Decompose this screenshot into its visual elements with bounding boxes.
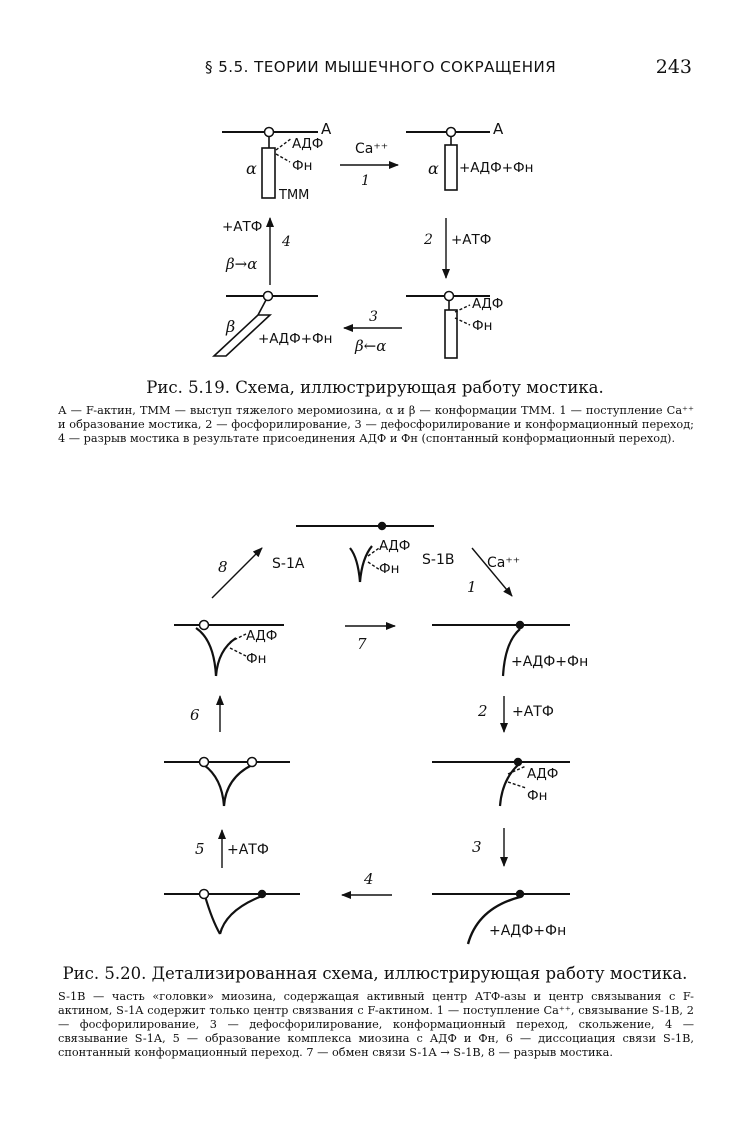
label-alpha-tr: α [428,159,439,178]
label-ca: Ca⁺⁺ [355,141,389,157]
label-adp-br: АДФ [472,296,504,312]
label-adp-r2r: АДФ [527,766,559,782]
s1a-site-r2l-a [200,758,209,767]
label-phosphate-r2r: Фн [527,788,548,804]
label-plus-atp-r2r: +АТФ [512,704,554,720]
label-adp-top: АДФ [379,538,411,554]
running-head [0,58,750,82]
label-step-7: 7 [357,635,367,653]
label-step-2: 2 [424,232,433,248]
figure-5-20-caption-title: Рис. 5.20. Детализированная схема, иллюстрирующая работу мостика. [62,964,688,983]
label-actin-tr: A [493,120,504,138]
s1b-site-r1r [516,621,524,629]
running-title: § 5.5. ТЕОРИИ МЫШЕЧНОГО СОКРАЩЕНИЯ [205,58,557,76]
label-plus-atp-left: +АТФ [222,219,263,235]
page-number: 243 [655,56,692,78]
actin-site-br [445,292,454,301]
figure-5-19-diagram [0,110,750,370]
label-step-6: 6 [190,706,200,724]
label-phosphate-r1l: Фн [246,651,267,667]
actin-site-tr [447,128,456,137]
s1b-site-r2r [514,758,522,766]
label-s1a: S-1A [272,556,305,572]
label-beta-from-alpha: β←α [355,337,387,355]
label-step-5: 5 [195,840,205,858]
s1b-site-r3l [258,890,266,898]
label-step-4: 4 [364,870,374,888]
s1a-site-r3l [200,890,209,899]
s1a-site-r1l [200,621,209,630]
label-phosphate-tl: Фн [292,158,313,174]
label-ca: Ca⁺⁺ [487,555,521,571]
label-step-1: 1 [361,173,370,189]
label-step-4: 4 [282,234,291,250]
label-plus-adp-phosphate-bl: +АДФ+Фн [258,331,333,347]
label-plus-atp-r3l: +АТФ [227,842,269,858]
label-phosphate-top: Фн [379,561,400,577]
label-plus-atp-right: +АТФ [451,232,492,248]
label-step-1: 1 [467,578,477,596]
figure-5-20-caption-body: S-1B — часть «головки» миозина, содержащая активный центр АТФ-азы и центр связывания с F-актином, S-1A содержит только центр связвания с F-актином. 1 — поступление Ca⁺⁺, связывание S-1B, 2 — фосфорилирование, 3 — дефосфорилирование, конформационный переход, скольжение, 4 — связывание S-1A, 5 — образование комплекса миозина с АДФ и Фн, 6 — диссоциация связи S-1B, спонтанный конформационный переход. 7 — обмен связи S-1A → S-1B, 8 — разрыв мостика. [58,990,694,1059]
s1b-site-top [378,522,386,530]
figure-5-19-caption-body: А — F-актин, ТММ — выступ тяжелого меромиозина, α и β — конформации ТММ. 1 — поступление Ca⁺⁺ и образование мостика, 2 — фосфорилирование, 3 — дефосфорилирование и конформационный переход; 4 — разрыв мостика в результате присоединения АДФ и Фн (спонтанный конформационный переход). [58,404,694,445]
label-plus-adp-phosphate-r3r: +АДФ+Фн [489,923,567,939]
label-step-2: 2 [478,702,488,720]
label-beta-bl: β [226,317,236,336]
figure-5-19-caption-title: Рис. 5.19. Схема, иллюстрирующая работу мостика. [146,378,604,397]
label-adp-tl: АДФ [292,136,324,152]
label-tmm: ТММ [279,188,310,203]
label-alpha-tl: α [246,159,257,178]
actin-site-bl [264,292,273,301]
figure-5-20-diagram [0,510,750,960]
label-phosphate-br: Фн [472,318,493,334]
label-step-8: 8 [218,558,228,576]
actin-site-tl [265,128,274,137]
label-adp-r1l: АДФ [246,628,278,644]
s1b-site-r3r [516,890,524,898]
label-plus-adp-phosphate-r1r: +АДФ+Фн [511,654,589,670]
s1a-site-r2l-b [248,758,257,767]
label-step-3: 3 [369,309,378,325]
label-plus-adp-phosphate-tr: +АДФ+Фн [459,160,534,176]
label-beta-to-alpha: β→α [226,255,258,273]
label-step-3: 3 [472,838,482,856]
label-s1b: S-1B [422,552,455,568]
label-actin-tl: A [321,120,332,138]
